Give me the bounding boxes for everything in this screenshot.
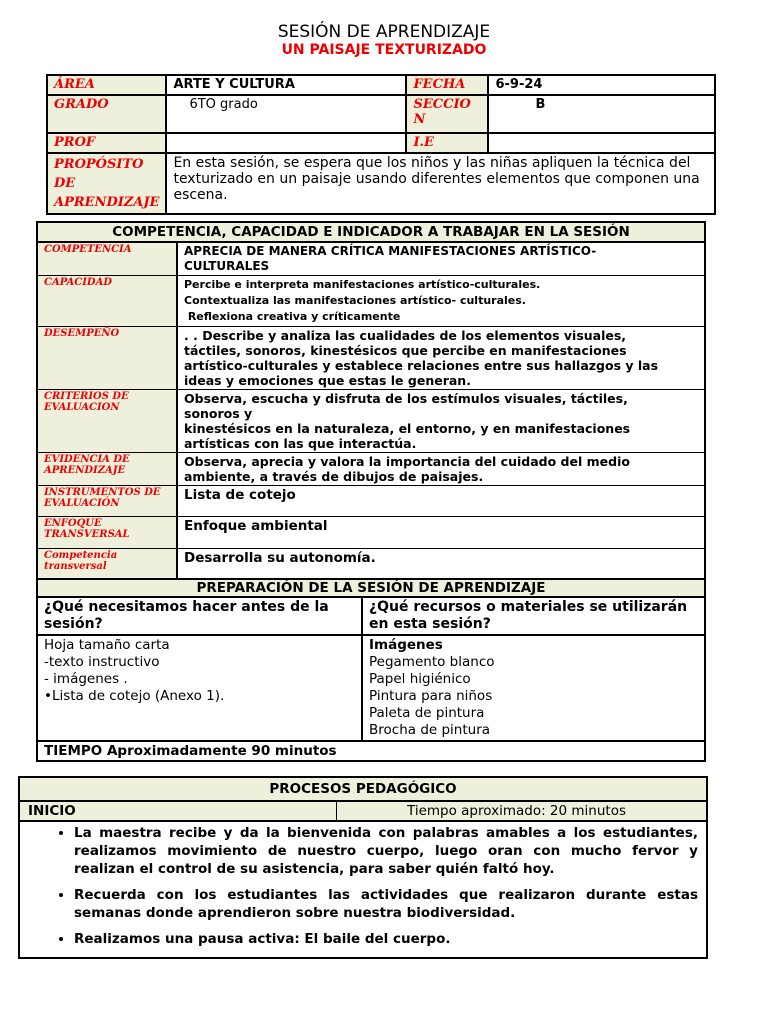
procesos-table <box>18 776 708 959</box>
antes-item: - imágenes . <box>44 671 128 687</box>
competencia-label: COMPETENCIA <box>37 242 177 276</box>
evidencia-label: EVIDENCIA DE APRENDIZAJE <box>37 453 177 486</box>
ie-value <box>488 133 715 153</box>
fecha-label: FECHA <box>406 75 488 95</box>
fecha-value: 6-9-24 <box>488 75 715 95</box>
antes-item: -texto instructivo <box>44 654 160 670</box>
material-item: Pintura para niños <box>369 688 493 704</box>
ie-label: I.E <box>406 133 488 153</box>
materiales-list <box>362 635 705 741</box>
criterios-value: Observa, escucha y disfruta de los estímulos visuales, táctiles, sonoros y kinestésicos en la naturaleza, el entorno, y en manifestaciones artísticas con las que interactúa. <box>177 390 705 453</box>
competencia-transversal-value: Desarrolla su autonomía. <box>177 549 705 582</box>
material-item: Pegamento blanco <box>369 654 495 670</box>
instrumentos-value: Lista de cotejo <box>177 486 705 517</box>
preparacion-title: PREPARACIÓN DE LA SESIÓN DE APRENDIZAJE <box>37 579 705 597</box>
list-item: • Realizamos una pausa activa: El baile del cuerpo. <box>74 930 698 948</box>
antes-list <box>37 635 362 741</box>
material-item: Paleta de pintura <box>369 705 485 721</box>
competencia-section-title: COMPETENCIA, CAPACIDAD E INDICADOR A TRABAJAR EN LA SESIÓN <box>37 222 705 242</box>
criterios-label: CRITERIOS DE EVALUACION <box>37 390 177 453</box>
grado-label: GRADO <box>47 95 166 133</box>
grado-value: 6TO grado <box>166 95 406 133</box>
antes-item: Hoja tamaño carta <box>44 637 170 653</box>
instrumentos-label: INSTRUMENTOS DE EVALUACIÓN <box>37 486 177 517</box>
seccion-label: SECCIO N <box>406 95 488 133</box>
competencia-value: APRECIA DE MANERA CRÍTICA MANIFESTACIONES ARTÍSTICO- CULTURALES <box>177 242 705 276</box>
proposito-value: En esta sesión, se espera que los niños y las niñas apliquen la técnica del texturizado en un paisaje usando diferentes elementos que componen una escena. <box>166 153 715 214</box>
seccion-value: B <box>488 95 715 133</box>
competencia-transversal-label: Competencia transversal <box>37 549 177 582</box>
procesos-title: PROCESOS PEDAGÓGICO <box>19 777 707 801</box>
enfoque-label: ENFOQUE TRANSVERSAL <box>37 517 177 549</box>
question-antes: ¿Qué necesitamos hacer antes de la sesión? <box>37 597 362 635</box>
capacidad-value: Percibe e interpreta manifestaciones artístico-culturales. Contextualiza las manifestaciones artístico- culturales. Reflexiona creativa y críticamente <box>177 276 705 327</box>
tiempo-total: TIEMPO Aproximadamente 90 minutos <box>37 741 705 761</box>
prof-value <box>166 133 406 153</box>
area-value: ARTE Y CULTURA <box>166 75 406 95</box>
list-item: • Recuerda con los estudiantes las actividades que realizaron durante estas semanas donde aprendieron sobre nuestra biodiversidad. <box>74 886 698 922</box>
desempeno-label: DESEMPEÑO <box>37 327 177 390</box>
material-item: Brocha de pintura <box>369 722 491 738</box>
inicio-content <box>19 821 707 958</box>
session-subtitle: UN PAISAJE TEXTURIZADO <box>281 42 487 58</box>
prof-label: PROF <box>47 133 166 153</box>
competencia-table <box>36 221 706 583</box>
capacidad-label: CAPACIDAD <box>37 276 177 327</box>
page-title: SESIÓN DE APRENDIZAJE <box>277 22 491 42</box>
preparacion-table <box>36 578 706 762</box>
evidencia-value: Observa, aprecia y valora la importancia del cuidado del medio ambiente, a través de dibujos de paisajes. <box>177 453 705 486</box>
proposito-label: PROPÓSITO DE APRENDIZAJE <box>47 153 166 214</box>
material-item: Papel higiénico <box>369 671 471 687</box>
question-recursos: ¿Qué recursos o materiales se utilizarán en esta sesión? <box>362 597 705 635</box>
list-item: • La maestra recibe y da la bienvenida con palabras amables a los estudiantes, realizamos movimiento de nuestro cuerpo, luego oran con mucho fervor y realizan el control de su asistencia, para saber quién faltó hoy. <box>74 824 698 878</box>
antes-item: •Lista de cotejo (Anexo 1). <box>44 688 225 704</box>
materiales-title: Imágenes <box>369 637 443 653</box>
inicio-label: INICIO <box>19 801 337 821</box>
info-table <box>46 74 716 215</box>
enfoque-value: Enfoque ambiental <box>177 517 705 549</box>
desempeno-value: . . Describe y analiza las cualidades de los elementos visuales, táctiles, sonoros, kinestésicos que percibe en manifestaciones artístico-culturales y establece relaciones entre sus hallazgos y las ideas y emociones que estas le generan. <box>177 327 705 390</box>
inicio-time: Tiempo aproximado: 20 minutos <box>337 801 708 821</box>
area-label: ÁREA <box>47 75 166 95</box>
